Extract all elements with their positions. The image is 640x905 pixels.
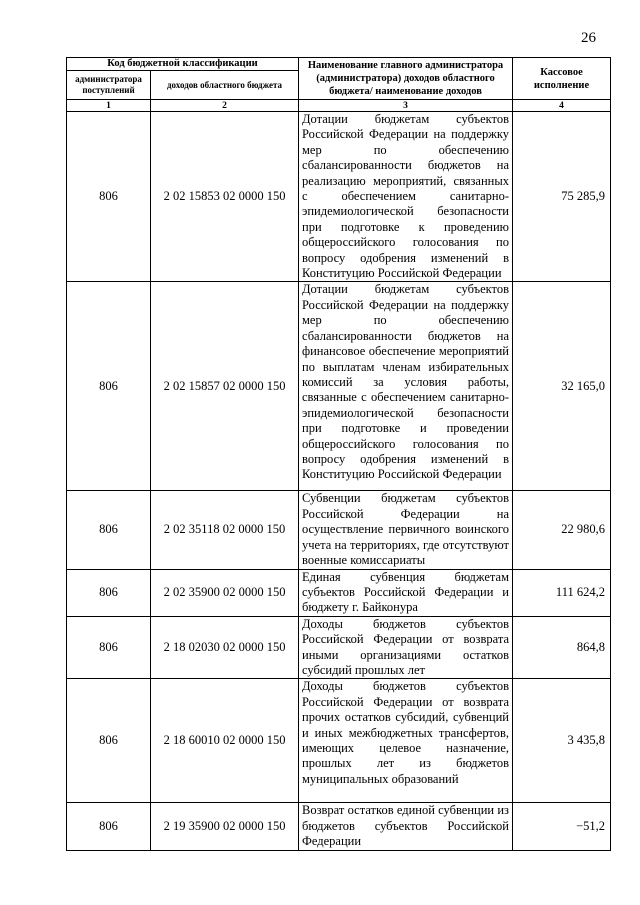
- income-name-cell: Доходы бюджетов субъектов Российской Федерации от возврата иными организациями остатков субсидий прошлых лет: [299, 616, 513, 679]
- admin-code-cell: 806: [67, 569, 151, 616]
- income-name-cell: Единая субвенция бюджетам субъектов Российской Федерации и бюджету г. Байконура: [299, 569, 513, 616]
- column-number: 2: [151, 100, 299, 112]
- header-classification-code: Код бюджетной классификации: [67, 58, 299, 71]
- table-row: [67, 282, 611, 491]
- header-name: Наименование главного администратора (администратора) доходов областного бюджета/ наименование доходов: [299, 58, 513, 100]
- income-code-cell: 2 02 35118 02 0000 150: [151, 491, 299, 569]
- column-number: 1: [67, 100, 151, 112]
- income-name-cell: Возврат остатков единой субвенции из бюджетов субъектов Российской Федерации: [299, 803, 513, 850]
- amount-cell: 3 435,8: [513, 679, 611, 803]
- amount-cell: 864,8: [513, 616, 611, 679]
- income-code-cell: 2 18 60010 02 0000 150: [151, 679, 299, 803]
- admin-code-cell: 806: [67, 282, 151, 491]
- amount-cell: −51,2: [513, 803, 611, 850]
- amount-cell: 75 285,9: [513, 112, 611, 282]
- header-amount: Кассовое исполнение: [513, 58, 611, 100]
- amount-cell: 111 624,2: [513, 569, 611, 616]
- page-number: 26: [581, 30, 596, 46]
- table-row: [67, 569, 611, 616]
- income-code-cell: 2 19 35900 02 0000 150: [151, 803, 299, 850]
- table-row: [67, 616, 611, 679]
- income-name-cell: Доходы бюджетов субъектов Российской Федерации от возврата прочих остатков субсидий, субвенций и иных межбюджетных трансфертов, имеющих целевое назначение, прошлых лет из бюджетов муниципальных образований: [299, 679, 513, 803]
- column-number: 3: [299, 100, 513, 112]
- table-row: [67, 679, 611, 803]
- table-row: [67, 112, 611, 282]
- table-row: [67, 803, 611, 850]
- income-name-cell: Дотации бюджетам субъектов Российской Федерации на поддержку мер по обеспечению сбалансированности бюджетов на финансовое обеспечение мероприятий по выплатам членам избирательных комиссий за условия работы, связанные с обеспечением санитарно-эпидемиологической безопасности при подготовке и проведении общероссийского голосования по вопросу одобрения изменений в Конституцию Российской Федерации: [299, 282, 513, 491]
- admin-code-cell: 806: [67, 112, 151, 282]
- income-code-cell: 2 02 15853 02 0000 150: [151, 112, 299, 282]
- income-name-cell: Дотации бюджетам субъектов Российской Федерации на поддержку мер по обеспечению сбалансированности бюджетов на реализацию мероприятий, связанных с обеспечением санитарно-эпидемиологической безопасности при подготовке к проведению общероссийского голосования по вопросу одобрения изменений в Конституцию Российской Федерации: [299, 112, 513, 282]
- income-name-cell: Субвенции бюджетам субъектов Российской Федерации на осуществление первичного воинского учета на территориях, где отсутствуют военные комиссариаты: [299, 491, 513, 569]
- admin-code-cell: 806: [67, 679, 151, 803]
- table-row: [67, 491, 611, 569]
- income-code-cell: 2 18 02030 02 0000 150: [151, 616, 299, 679]
- admin-code-cell: 806: [67, 616, 151, 679]
- column-number: 4: [513, 100, 611, 112]
- admin-code-cell: 806: [67, 803, 151, 850]
- admin-code-cell: 806: [67, 491, 151, 569]
- header-income: доходов областного бюджета: [151, 71, 299, 100]
- income-code-cell: 2 02 35900 02 0000 150: [151, 569, 299, 616]
- amount-cell: 32 165,0: [513, 282, 611, 491]
- header-admin: администратора поступлений: [67, 71, 151, 100]
- amount-cell: 22 980,6: [513, 491, 611, 569]
- budget-table: [66, 57, 611, 851]
- income-code-cell: 2 02 15857 02 0000 150: [151, 282, 299, 491]
